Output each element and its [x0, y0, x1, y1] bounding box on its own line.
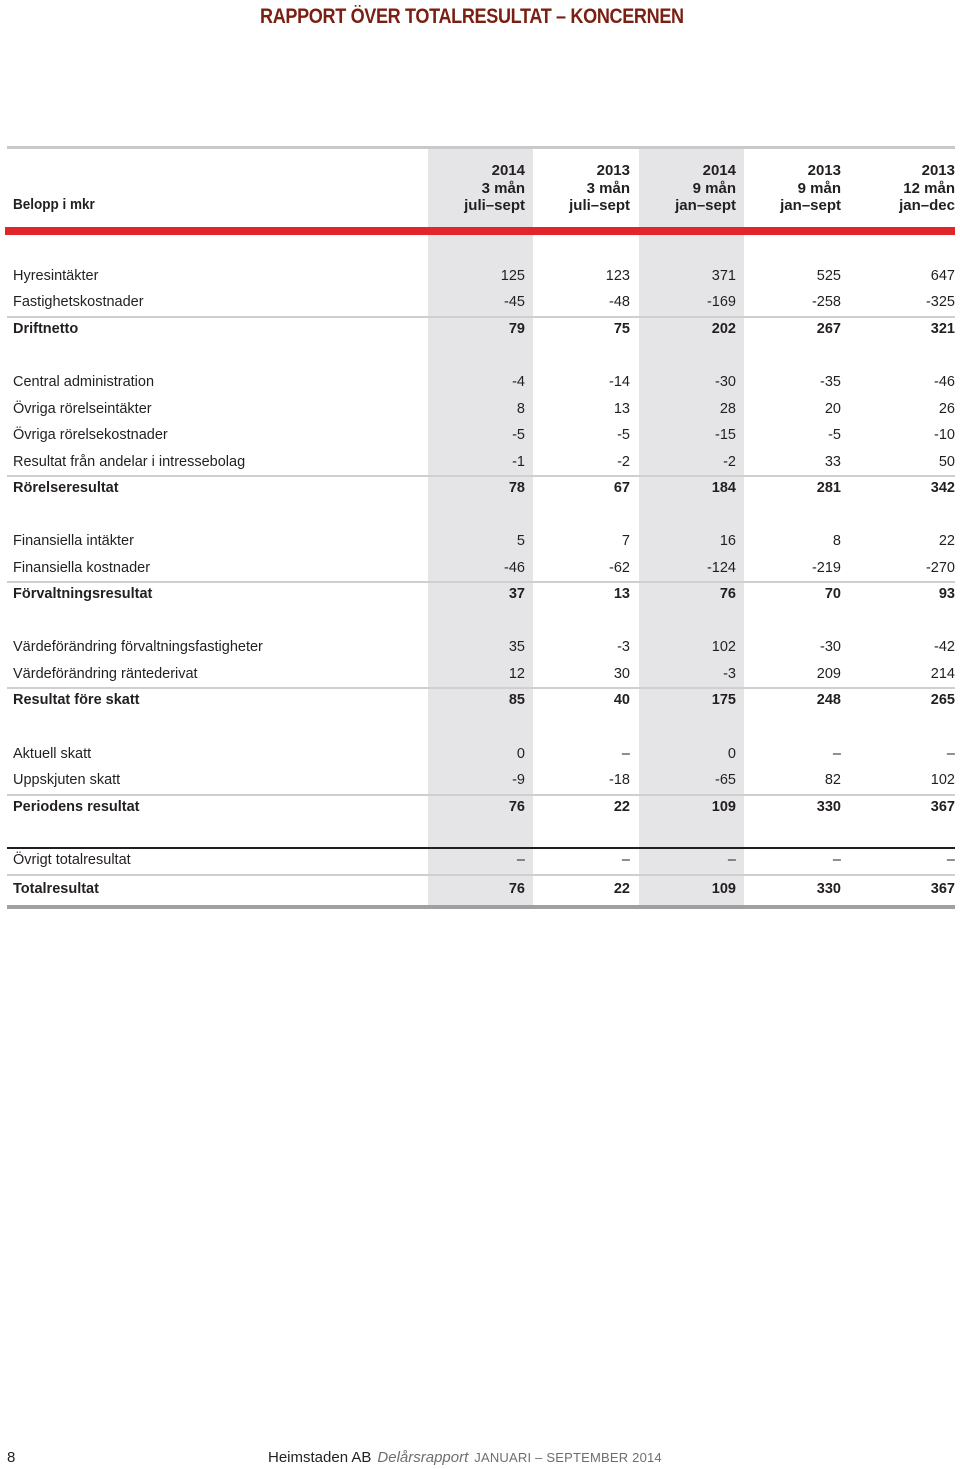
row-label: Periodens resultat: [13, 799, 140, 815]
row-value: -258: [811, 294, 841, 310]
column-header-year: 2014: [702, 162, 736, 179]
column-header-year: 2013: [807, 162, 841, 179]
row-value: -18: [609, 772, 630, 788]
row-value: 8: [832, 533, 841, 549]
row-label: Resultat från andelar i intressebolag: [13, 454, 246, 470]
table-row-total: [0, 688, 960, 714]
row-value: 265: [930, 692, 955, 708]
column-header-year: 2013: [596, 162, 630, 179]
row-value: -15: [715, 427, 736, 443]
column-header-5: [835, 162, 955, 215]
row-value: -9: [512, 772, 525, 788]
column-header-range: jan–sept: [675, 197, 736, 214]
row-value: -5: [617, 427, 630, 443]
row-label: Övrigt totalresultat: [13, 852, 131, 868]
column-header-3: [616, 162, 736, 215]
row-label: Hyresintäkter: [13, 268, 99, 284]
row-separator: [7, 581, 955, 583]
row-value: 525: [816, 268, 841, 284]
row-value: -2: [723, 454, 736, 470]
row-label: Värdeförändring förvaltningsfastigheter: [13, 639, 263, 655]
row-value: 93: [938, 586, 955, 602]
row-value: 5: [516, 533, 525, 549]
table-row-total: [0, 476, 960, 502]
column-header-period: 12 mån: [903, 179, 955, 197]
column-header-period: 9 mån: [797, 179, 841, 197]
row-value: –: [946, 852, 955, 868]
row-value: 70: [824, 586, 841, 602]
row-value: -124: [706, 560, 736, 576]
row-value: 35: [508, 639, 525, 655]
row-value: 28: [719, 401, 736, 417]
row-value: -219: [811, 560, 841, 576]
row-value: -30: [820, 639, 841, 655]
column-header-range: juli–sept: [464, 197, 525, 214]
row-separator: [7, 905, 955, 909]
column-header-2: [510, 162, 630, 215]
row-value: 22: [613, 881, 630, 897]
row-separator: [7, 847, 955, 849]
header-red-bar: [5, 227, 955, 235]
row-value: 26: [938, 401, 955, 417]
row-value: 125: [500, 268, 525, 284]
row-value: –: [621, 746, 630, 762]
row-value: 22: [613, 799, 630, 815]
row-value: 20: [824, 401, 841, 417]
column-header-1: [405, 162, 525, 215]
amount-unit-label: Belopp i mkr: [13, 196, 95, 213]
page-number: 8: [7, 1449, 16, 1466]
row-value: -42: [934, 639, 955, 655]
row-value: -5: [828, 427, 841, 443]
row-value: -169: [706, 294, 736, 310]
row-value: 267: [816, 321, 841, 337]
row-value: -62: [609, 560, 630, 576]
row-value: 184: [711, 480, 736, 496]
row-value: 22: [938, 533, 955, 549]
row-separator: [7, 316, 955, 318]
row-value: -14: [609, 374, 630, 390]
row-value: -325: [925, 294, 955, 310]
row-value: 367: [930, 881, 955, 897]
row-value: 123: [605, 268, 630, 284]
row-label: Central administration: [13, 374, 155, 390]
row-value: 109: [711, 881, 736, 897]
column-header-period: 9 mån: [692, 179, 736, 197]
row-value: 76: [508, 881, 525, 897]
row-separator: [7, 475, 955, 477]
row-value: -46: [504, 560, 525, 576]
row-value: 214: [930, 666, 955, 682]
row-label: Finansiella intäkter: [13, 533, 134, 549]
row-value: 50: [938, 454, 955, 470]
row-label: Aktuell skatt: [13, 746, 92, 762]
row-value: 79: [508, 321, 525, 337]
row-value: 371: [711, 268, 736, 284]
row-value: -2: [617, 454, 630, 470]
row-label: Finansiella kostnader: [13, 560, 151, 576]
table-row: [0, 370, 960, 396]
row-value: 7: [621, 533, 630, 549]
row-value: 76: [508, 799, 525, 815]
row-value: 40: [613, 692, 630, 708]
row-label: Övriga rörelsekostnader: [13, 427, 168, 443]
row-value: 330: [816, 881, 841, 897]
footer: [268, 1449, 662, 1466]
table-row: [0, 768, 960, 794]
row-label: Fastighetskostnader: [13, 294, 144, 310]
row-value: 281: [816, 480, 841, 496]
table-row: [0, 397, 960, 423]
table-row: [0, 529, 960, 555]
column-header-range: jan–sept: [780, 197, 841, 214]
row-value: 78: [508, 480, 525, 496]
column-header-period: 3 mån: [586, 179, 630, 197]
row-value: -1: [512, 454, 525, 470]
row-label: Driftnetto: [13, 321, 79, 337]
row-value: -5: [512, 427, 525, 443]
row-value: –: [621, 852, 630, 868]
row-value: 85: [508, 692, 525, 708]
column-header-period: 3 mån: [481, 179, 525, 197]
row-value: 321: [930, 321, 955, 337]
row-value: 76: [719, 586, 736, 602]
row-value: 0: [516, 746, 525, 762]
row-value: –: [946, 746, 955, 762]
row-value: -4: [512, 374, 525, 390]
row-value: 109: [711, 799, 736, 815]
table-row: [0, 423, 960, 449]
row-label: Rörelseresultat: [13, 480, 119, 496]
row-separator: [7, 794, 955, 796]
row-value: 0: [727, 746, 736, 762]
table-row-total: [0, 795, 960, 821]
row-value: 13: [613, 401, 630, 417]
row-value: -65: [715, 772, 736, 788]
row-value: 175: [711, 692, 736, 708]
row-value: 13: [613, 586, 630, 602]
row-separator: [7, 874, 955, 876]
column-header-year: 2013: [921, 162, 955, 179]
row-value: -30: [715, 374, 736, 390]
table-row-total: [0, 877, 960, 903]
row-label: Resultat före skatt: [13, 692, 140, 708]
table-row: [0, 742, 960, 768]
row-label: Förvaltningsresultat: [13, 586, 153, 602]
row-value: 248: [816, 692, 841, 708]
table-row: [0, 662, 960, 688]
row-value: 367: [930, 799, 955, 815]
row-value: 102: [711, 639, 736, 655]
row-value: -46: [934, 374, 955, 390]
table-row: [0, 556, 960, 582]
row-value: 16: [719, 533, 736, 549]
row-value: 30: [613, 666, 630, 682]
table-row-total: [0, 582, 960, 608]
page-title: RAPPORT ÖVER TOTALRESULTAT – KONCERNEN: [260, 5, 684, 28]
row-value: 82: [824, 772, 841, 788]
footer-company: Heimstaden AB: [268, 1449, 372, 1466]
table-top-rule: [7, 146, 955, 149]
row-value: -3: [723, 666, 736, 682]
row-separator: [7, 687, 955, 689]
table-row: [0, 450, 960, 476]
row-value: 102: [930, 772, 955, 788]
row-value: -45: [504, 294, 525, 310]
table-row: [0, 635, 960, 661]
footer-period: JANUARI – SEPTEMBER 2014: [474, 1450, 662, 1465]
row-value: 209: [816, 666, 841, 682]
row-value: 342: [930, 480, 955, 496]
row-label: Övriga rörelseintäkter: [13, 401, 152, 417]
row-value: -35: [820, 374, 841, 390]
row-value: –: [727, 852, 736, 868]
row-value: -48: [609, 294, 630, 310]
row-value: –: [832, 852, 841, 868]
row-value: –: [832, 746, 841, 762]
table-row-total: [0, 317, 960, 343]
row-value: -3: [617, 639, 630, 655]
row-value: 33: [824, 454, 841, 470]
column-header-4: [721, 162, 841, 215]
row-label: Totalresultat: [13, 881, 99, 897]
footer-document: Delårsrapport: [377, 1449, 469, 1466]
row-value: 202: [711, 321, 736, 337]
column-header-year: 2014: [491, 162, 525, 179]
table-row: [0, 290, 960, 316]
row-value: -10: [934, 427, 955, 443]
row-value: 67: [613, 480, 630, 496]
row-value: 8: [516, 401, 525, 417]
row-label: Värdeförändring räntederivat: [13, 666, 198, 682]
table-row: [0, 848, 960, 874]
row-value: 37: [508, 586, 525, 602]
row-value: 330: [816, 799, 841, 815]
row-value: 12: [508, 666, 525, 682]
column-header-range: jan–dec: [899, 197, 955, 214]
column-header-range: juli–sept: [569, 197, 630, 214]
row-value: -270: [925, 560, 955, 576]
row-value: 647: [930, 268, 955, 284]
row-value: –: [516, 852, 525, 868]
row-value: 75: [613, 321, 630, 337]
row-label: Uppskjuten skatt: [13, 772, 121, 788]
table-row: [0, 264, 960, 290]
